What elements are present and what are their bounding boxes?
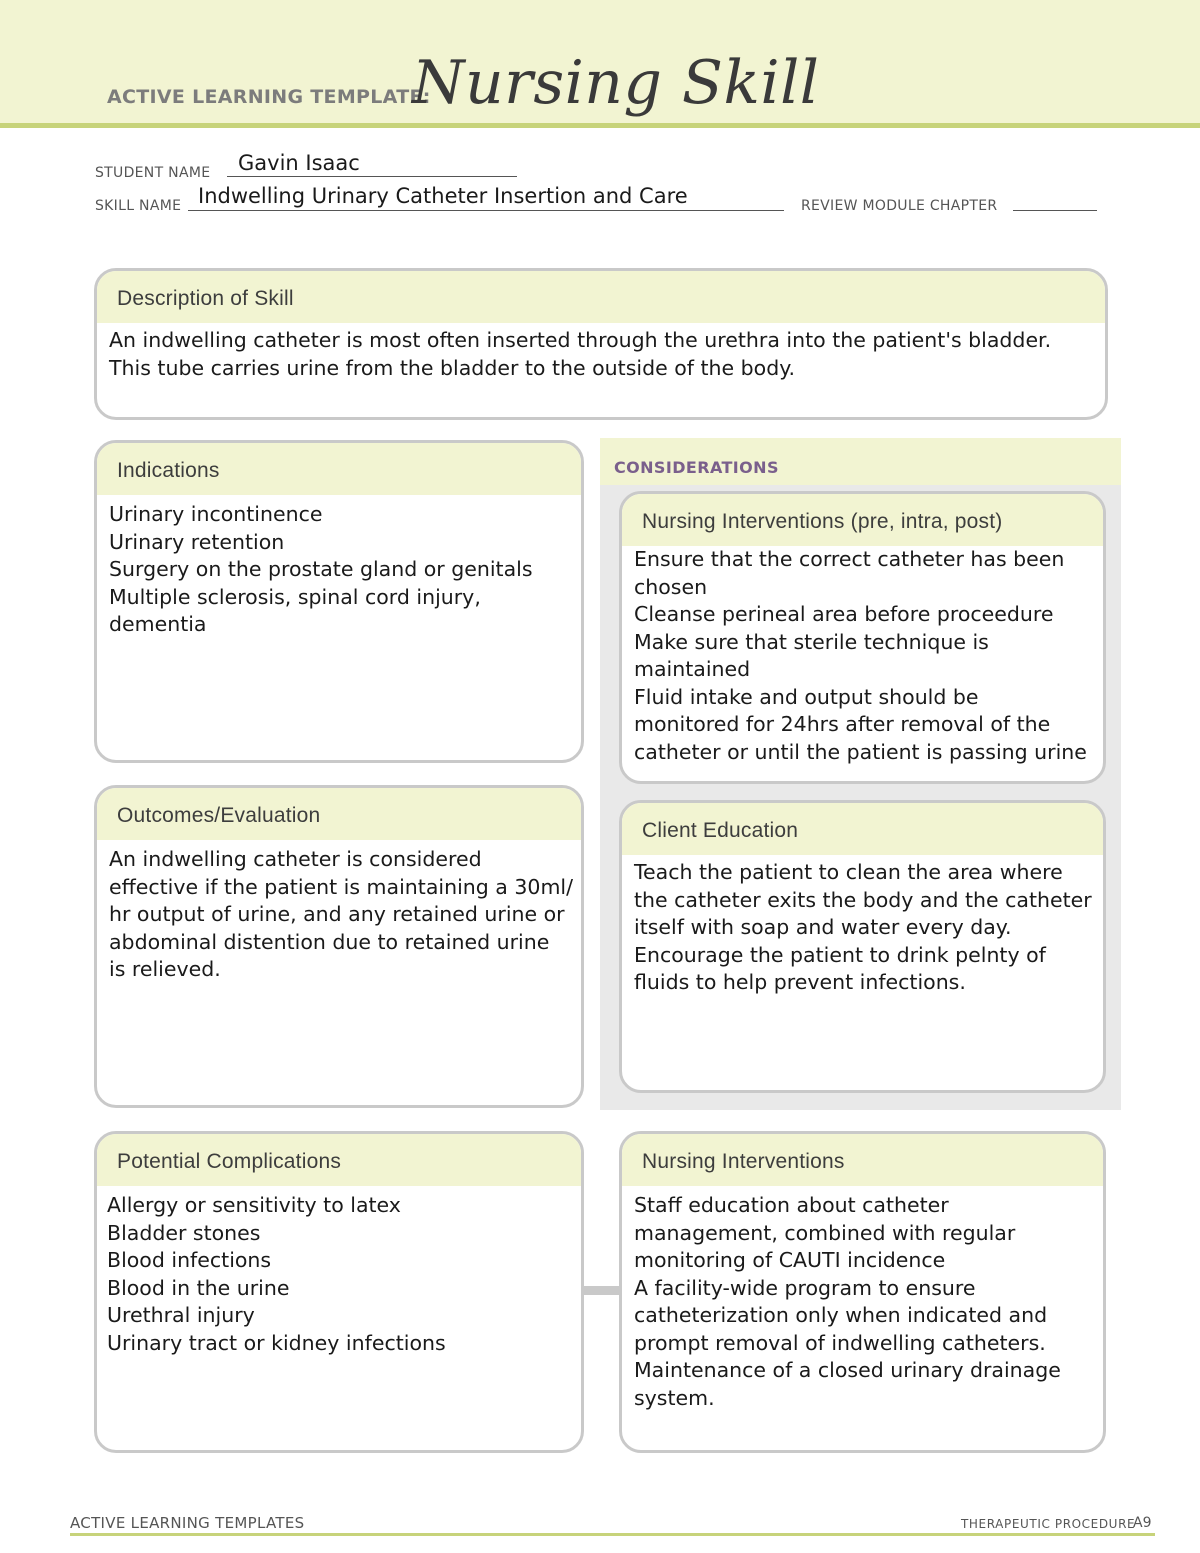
footer-left-label: ACTIVE LEARNING TEMPLATES xyxy=(70,1514,305,1532)
list-item: prompt removal of indwelling catheters. xyxy=(634,1330,1046,1355)
list-item: abdominal distention due to retained urine xyxy=(109,929,550,954)
nursing-interventions-phases-heading: Nursing Interventions (pre, intra, post) xyxy=(622,494,1103,546)
list-item: Ensure that the correct catheter has been xyxy=(634,547,1065,571)
list-item: fluids to help prevent infections. xyxy=(634,970,966,994)
list-item: maintained xyxy=(634,657,751,681)
list-item: itself with soap and water every day. xyxy=(634,915,1012,939)
list-item: catheterization only when indicated and xyxy=(634,1303,1048,1327)
list-item: Urethral injury xyxy=(107,1303,255,1327)
header-banner xyxy=(0,0,1200,128)
nursing-interventions-heading: Nursing Interventions xyxy=(622,1134,1103,1186)
student-name-underline xyxy=(227,176,517,177)
list-item: Fluid intake and output should be xyxy=(634,684,979,709)
list-item: hr output of urine, and any retained urine or xyxy=(109,902,565,926)
skill-name-field[interactable]: Indwelling Urinary Catheter Insertion and Care xyxy=(198,184,688,208)
list-item: Urinary tract or kidney infections xyxy=(107,1330,446,1355)
list-item: dementia xyxy=(109,612,207,636)
list-item: Maintenance of a closed urinary drainage xyxy=(634,1358,1061,1382)
description-line: This tube carries urine from the bladder to the outside of the body. xyxy=(109,355,795,380)
list-item: effective if the patient is maintaining a 30ml/ xyxy=(109,874,574,899)
student-name-field[interactable]: Gavin Isaac xyxy=(238,151,360,175)
client-education-box xyxy=(619,800,1106,1093)
outcomes-box xyxy=(94,785,584,1108)
list-item: Multiple sclerosis, spinal cord injury, xyxy=(109,584,481,609)
outcomes-heading: Outcomes/Evaluation xyxy=(97,788,581,840)
client-education-heading: Client Education xyxy=(622,803,1103,855)
nursing-interventions-phases-box xyxy=(619,491,1106,784)
list-item: is relieved. xyxy=(109,957,221,981)
considerations-header xyxy=(600,438,1121,485)
template-label: ACTIVE LEARNING TEMPLATE: xyxy=(107,86,431,108)
footer-divider xyxy=(70,1533,1155,1536)
skill-name-underline xyxy=(188,210,784,211)
list-item: monitored for 24hrs after removal of the xyxy=(634,712,1051,736)
description-heading: Description of Skill xyxy=(97,271,1105,323)
list-item: Allergy or sensitivity to latex xyxy=(107,1193,401,1217)
student-name-label: STUDENT NAME xyxy=(95,165,211,181)
list-item: Make sure that sterile technique is xyxy=(634,629,989,654)
skill-name-label: SKILL NAME xyxy=(95,198,182,214)
list-item: Blood in the urine xyxy=(107,1275,290,1300)
connector-bar xyxy=(584,1286,620,1295)
complications-heading: Potential Complications xyxy=(97,1134,581,1186)
list-item: management, combined with regular xyxy=(634,1220,1016,1245)
list-item: Urinary retention xyxy=(109,529,285,554)
indications-heading: Indications xyxy=(97,443,581,495)
list-item: Bladder stones xyxy=(107,1220,261,1245)
description-line: An indwelling catheter is most often inserted through the urethra into the patient's bladder. xyxy=(109,328,1052,352)
list-item: the catheter exits the body and the catheter xyxy=(634,887,1092,912)
footer-right-label: THERAPEUTIC PROCEDURE xyxy=(961,1517,1136,1531)
list-item: catheter or until the patient is passing urine xyxy=(634,739,1087,764)
list-item: chosen xyxy=(634,574,708,599)
nursing-interventions-box xyxy=(619,1131,1106,1453)
list-item: Blood infections xyxy=(107,1248,272,1272)
considerations-label: CONSIDERATIONS xyxy=(614,458,779,477)
list-item: Urinary incontinence xyxy=(109,502,323,526)
complications-box xyxy=(94,1131,584,1453)
list-item: Staff education about catheter xyxy=(634,1193,949,1217)
page-number: A9 xyxy=(1133,1515,1152,1531)
review-module-field[interactable] xyxy=(1013,210,1097,211)
review-module-label: REVIEW MODULE CHAPTER xyxy=(801,198,998,214)
page-title: Nursing Skill xyxy=(412,48,820,118)
list-item: A facility-wide program to ensure xyxy=(634,1275,976,1300)
list-item: Encourage the patient to drink pelnty of xyxy=(634,942,1046,967)
list-item: Surgery on the prostate gland or genitals xyxy=(109,557,533,581)
list-item: monitoring of CAUTI incidence xyxy=(634,1248,946,1272)
indications-box xyxy=(94,440,584,763)
list-item: Teach the patient to clean the area where xyxy=(634,860,1063,884)
list-item: Cleanse perineal area before proceedure xyxy=(634,602,1054,626)
list-item: An indwelling catheter is considered xyxy=(109,847,482,871)
description-box xyxy=(94,268,1108,420)
list-item: system. xyxy=(634,1385,715,1410)
